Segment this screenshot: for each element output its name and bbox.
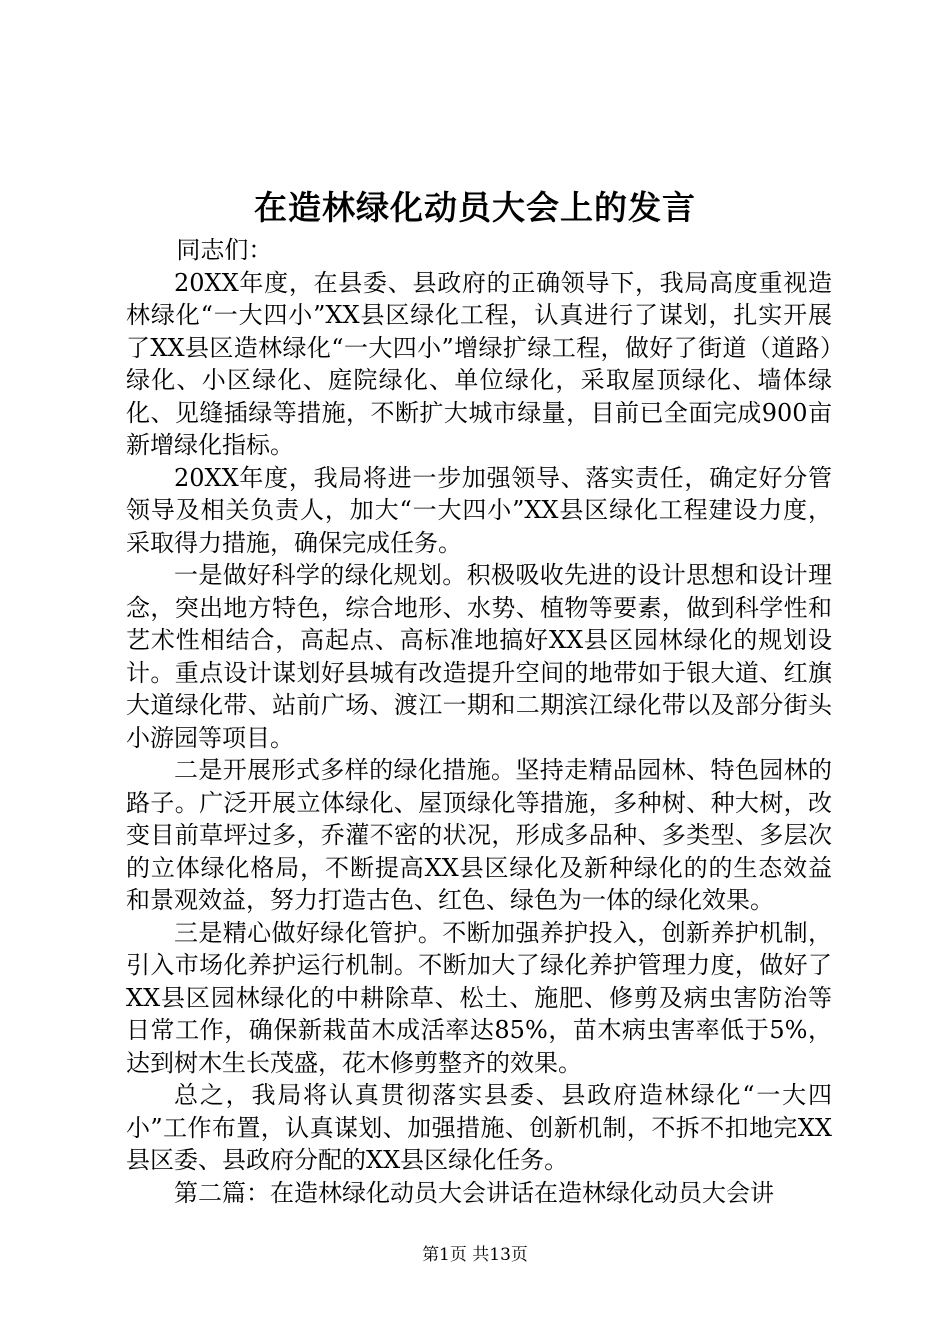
paragraph-point-one: 一是做好科学的绿化规划。积极吸收先进的设计思想和设计理念，突出地方特色，综合地形、水势、植物等要素，做到科学性和艺术性相结合，高起点、高标准地搞好XX县区园林绿化的规划设计。重点设计谋划好县城有改造提升空间的地带如于银大道、红旗大道绿化带、站前广场、渡江一期和二期滨江绿化带以及部分街头小游园等项目。 — [126, 561, 832, 752]
document-title: 在造林绿化动员大会上的发言 — [254, 188, 696, 227]
paragraph-review-20xx: 20XX年度，在县委、县政府的正确领导下，我局高度重视造林绿化“一大四小”XX县区绿化工程，认真进行了谋划，扎实开展了XX县区造林绿化“一大四小”增绿扩绿工程，做好了街道（道路）绿化、小区绿化、庭院绿化、单位绿化，采取屋顶绿化、墙体绿化、见缝插绿等措施，不断扩大城市绿量，目前已全面完成900亩新增绿化指标。 — [126, 268, 832, 459]
paragraph-second-part-heading: 第二篇：在造林绿化动员大会讲话在造林绿化动员大会讲 — [174, 1178, 774, 1207]
paragraph-point-three: 三是精心做好绿化管护。不断加强养护投入，创新养护机制，引入市场化养护运行机制。不断加大了绿化养护管理力度，做好了XX县区园林绿化的中耕除草、松土、施肥、修剪及病虫害防治等日常工作，确保新栽苗木成活率达85%，苗木病虫害率低于5%，达到树木生长茂盛，花木修剪整齐的效果。 — [126, 918, 832, 1077]
paragraph-conclusion: 总之，我局将认真贯彻落实县委、县政府造林绿化“一大四小”工作布置，认真谋划、加强措施、创新机制，不拆不扣地完XX县区委、县政府分配的XX县区绿化任务。 — [126, 1081, 832, 1174]
page-footer: 第1页 共13页 — [422, 1245, 528, 1265]
paragraph-point-two: 二是开展形式多样的绿化措施。坚持走精品园林、特色园林的路子。广泛开展立体绿化、屋顶绿化等措施，多种树、种大树，改变目前草坪过多，乔灌不密的状况，形成多品种、多类型、多层次的立体绿化格局，不断提高XX县区绿化及新种绿化的的生态效益和景观效益，努力打造古色、红色、绿色为一体的绿化效果。 — [126, 756, 832, 914]
salutation: 同志们： — [176, 236, 273, 264]
paragraph-plan-20xx: 20XX年度，我局将进一步加强领导、落实责任，确定好分管领导及相关负责人，加大“一大四小”XX县区绿化工程建设力度，采取得力措施，确保完成任务。 — [126, 463, 832, 557]
document-body — [126, 234, 832, 1209]
